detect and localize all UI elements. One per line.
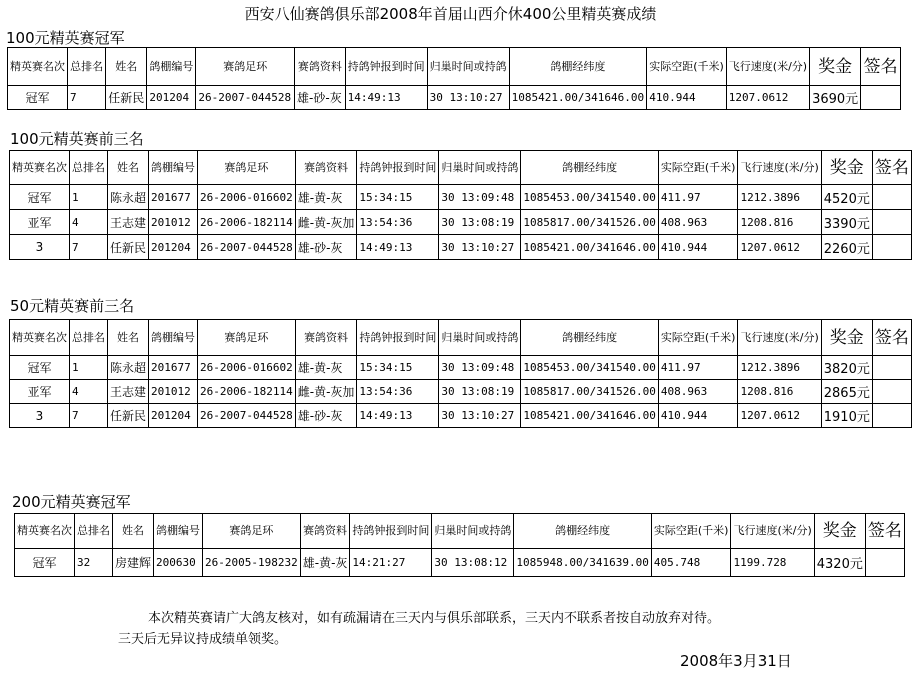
results-table [14, 513, 905, 577]
cell-ring: 26-2006-182114 [198, 380, 296, 404]
results-table [7, 47, 901, 110]
header-arrival: 归巢时间或持鸽 [432, 514, 514, 549]
cell-name: 王志建 [108, 210, 149, 235]
header-clock: 持鸽钟报到时间 [357, 151, 439, 185]
header-speed: 飞行速度(米/分) [738, 320, 821, 356]
table-row [10, 210, 912, 235]
cell-speed: 1208.816 [738, 380, 821, 404]
cell-distance: 410.944 [658, 404, 738, 428]
header-info: 赛鸽资料 [295, 48, 346, 86]
header-rank: 精英赛名次 [10, 151, 70, 185]
cell-overall: 7 [70, 235, 108, 260]
header-name: 姓名 [106, 48, 147, 86]
header-rank: 精英赛名次 [15, 514, 75, 549]
cell-speed: 1199.728 [731, 549, 814, 577]
header-arrival: 归巢时间或持鸽 [439, 320, 521, 356]
notice-line-2: 三天后无异议持成绩单领奖。 [118, 632, 288, 647]
section-title: 100元精英赛冠军 [6, 29, 125, 47]
header-prize: 奖金 [810, 48, 861, 86]
cell-coords: 1085453.00/341540.00 [521, 185, 658, 210]
cell-coords: 1085421.00/341646.00 [521, 404, 658, 428]
cell-sign [865, 549, 904, 577]
table-row [10, 356, 912, 380]
cell-coords: 1085453.00/341540.00 [521, 356, 658, 380]
cell-prize: 4520元 [821, 185, 872, 210]
header-coords: 鸽棚经纬度 [514, 514, 651, 549]
header-distance: 实际空距(千米) [658, 151, 738, 185]
header-name: 姓名 [113, 514, 154, 549]
cell-rank: 冠军 [15, 549, 75, 577]
notice-line-1: 本次精英赛请广大鸽友核对，如有疏漏请在三天内与俱乐部联系，三天内不联系者按自动放弃对待。 [148, 611, 721, 626]
cell-prize: 3390元 [821, 210, 872, 235]
cell-sign [861, 86, 901, 110]
header-speed: 飞行速度(米/分) [738, 151, 821, 185]
cell-name: 任新民 [106, 86, 147, 110]
cell-sign [872, 185, 911, 210]
cell-prize: 1910元 [821, 404, 872, 428]
table-row [8, 86, 901, 110]
header-overall: 总排名 [70, 320, 108, 356]
cell-clock: 15:34:15 [357, 185, 439, 210]
header-sign: 签名 [861, 48, 901, 86]
header-info: 赛鸽资料 [295, 320, 357, 356]
cell-ring: 26-2007-044528 [198, 235, 296, 260]
cell-rank: 3 [10, 235, 70, 260]
cell-name: 陈永超 [108, 356, 149, 380]
cell-name: 王志建 [108, 380, 149, 404]
cell-rank: 冠军 [10, 356, 70, 380]
cell-loft: 201012 [149, 380, 198, 404]
cell-rank: 冠军 [10, 185, 70, 210]
cell-rank: 亚军 [10, 380, 70, 404]
cell-distance: 411.97 [658, 356, 738, 380]
header-loft: 鸽棚编号 [154, 514, 203, 549]
header-overall: 总排名 [68, 48, 106, 86]
cell-info: 雄-砂-灰 [295, 235, 357, 260]
header-clock: 持鸽钟报到时间 [345, 48, 427, 86]
cell-distance: 408.963 [658, 210, 738, 235]
cell-sign [872, 235, 911, 260]
page-title: 西安八仙赛鸽俱乐部2008年首届山西介休400公里精英赛成绩 [244, 5, 657, 23]
header-clock: 持鸽钟报到时间 [350, 514, 432, 549]
cell-info: 雄-黄-灰 [295, 185, 357, 210]
header-sign: 签名 [865, 514, 904, 549]
cell-clock: 15:34:15 [357, 356, 439, 380]
cell-info: 雄-黄-灰 [300, 549, 350, 577]
header-ring: 赛鸽足环 [203, 514, 301, 549]
header-ring: 赛鸽足环 [198, 320, 296, 356]
cell-speed: 1207.0612 [726, 86, 809, 110]
cell-prize: 3690元 [810, 86, 861, 110]
cell-info: 雌-黄-灰加 [295, 380, 357, 404]
cell-arrival: 30 13:08:19 [439, 210, 521, 235]
cell-arrival: 30 13:10:27 [427, 86, 509, 110]
cell-name: 任新民 [108, 235, 149, 260]
cell-clock: 14:49:13 [345, 86, 427, 110]
results-table [9, 150, 912, 260]
header-loft: 鸽棚编号 [149, 151, 198, 185]
header-name: 姓名 [108, 320, 149, 356]
section-title: 50元精英赛前三名 [10, 297, 135, 315]
header-prize: 奖金 [821, 151, 872, 185]
cell-coords: 1085948.00/341639.00 [514, 549, 651, 577]
cell-sign [872, 404, 911, 428]
header-rank: 精英赛名次 [10, 320, 70, 356]
cell-prize: 2260元 [821, 235, 872, 260]
cell-info: 雄-砂-灰 [295, 404, 357, 428]
cell-arrival: 30 13:09:48 [439, 185, 521, 210]
header-speed: 飞行速度(米/分) [731, 514, 814, 549]
cell-overall: 4 [70, 210, 108, 235]
header-ring: 赛鸽足环 [196, 48, 295, 86]
header-coords: 鸽棚经纬度 [521, 151, 658, 185]
cell-coords: 1085421.00/341646.00 [509, 86, 647, 110]
header-sign: 签名 [872, 151, 911, 185]
header-loft: 鸽棚编号 [149, 320, 198, 356]
cell-info: 雌-黄-灰加 [295, 210, 357, 235]
table-row [15, 549, 905, 577]
section-title: 100元精英赛前三名 [10, 130, 144, 148]
cell-sign [872, 356, 911, 380]
cell-distance: 411.97 [658, 185, 738, 210]
cell-distance: 405.748 [651, 549, 731, 577]
header-overall: 总排名 [70, 151, 108, 185]
header-clock: 持鸽钟报到时间 [357, 320, 439, 356]
cell-overall: 7 [68, 86, 106, 110]
cell-coords: 1085817.00/341526.00 [521, 210, 658, 235]
cell-arrival: 30 13:08:12 [432, 549, 514, 577]
header-arrival: 归巢时间或持鸽 [427, 48, 509, 86]
cell-ring: 26-2007-044528 [196, 86, 295, 110]
cell-overall: 7 [70, 404, 108, 428]
cell-arrival: 30 13:08:19 [439, 380, 521, 404]
header-info: 赛鸽资料 [295, 151, 357, 185]
header-coords: 鸽棚经纬度 [509, 48, 647, 86]
cell-name: 房建辉 [113, 549, 154, 577]
cell-loft: 201204 [149, 235, 198, 260]
cell-ring: 26-2006-182114 [198, 210, 296, 235]
table-row [10, 404, 912, 428]
cell-ring: 26-2007-044528 [198, 404, 296, 428]
cell-distance: 408.963 [658, 380, 738, 404]
header-info: 赛鸽资料 [300, 514, 350, 549]
date-label: 2008年3月31日 [680, 652, 792, 670]
cell-speed: 1208.816 [738, 210, 821, 235]
cell-sign [872, 210, 911, 235]
cell-loft: 200630 [154, 549, 203, 577]
header-loft: 鸽棚编号 [147, 48, 196, 86]
cell-prize: 3820元 [821, 356, 872, 380]
cell-overall: 1 [70, 356, 108, 380]
cell-arrival: 30 13:09:48 [439, 356, 521, 380]
header-speed: 飞行速度(米/分) [726, 48, 809, 86]
results-table [9, 319, 912, 428]
header-sign: 签名 [872, 320, 911, 356]
cell-overall: 32 [75, 549, 113, 577]
table-row [10, 235, 912, 260]
cell-loft: 201204 [147, 86, 196, 110]
cell-clock: 13:54:36 [357, 380, 439, 404]
header-distance: 实际空距(千米) [658, 320, 738, 356]
cell-clock: 14:21:27 [350, 549, 432, 577]
header-arrival: 归巢时间或持鸽 [439, 151, 521, 185]
cell-clock: 14:49:13 [357, 404, 439, 428]
cell-coords: 1085421.00/341646.00 [521, 235, 658, 260]
header-prize: 奖金 [814, 514, 865, 549]
cell-ring: 26-2005-198232 [203, 549, 301, 577]
cell-prize: 4320元 [814, 549, 865, 577]
cell-arrival: 30 13:10:27 [439, 235, 521, 260]
header-row [10, 151, 912, 185]
cell-ring: 26-2006-016602 [198, 185, 296, 210]
header-name: 姓名 [108, 151, 149, 185]
header-ring: 赛鸽足环 [198, 151, 296, 185]
header-distance: 实际空距(千米) [647, 48, 727, 86]
cell-clock: 13:54:36 [357, 210, 439, 235]
cell-distance: 410.944 [658, 235, 738, 260]
cell-rank: 冠军 [8, 86, 68, 110]
cell-speed: 1207.0612 [738, 404, 821, 428]
cell-distance: 410.944 [647, 86, 727, 110]
cell-loft: 201677 [149, 185, 198, 210]
cell-loft: 201012 [149, 210, 198, 235]
cell-overall: 4 [70, 380, 108, 404]
cell-rank: 亚军 [10, 210, 70, 235]
header-rank: 精英赛名次 [8, 48, 68, 86]
cell-speed: 1212.3896 [738, 356, 821, 380]
cell-clock: 14:49:13 [357, 235, 439, 260]
cell-info: 雄-黄-灰 [295, 356, 357, 380]
cell-arrival: 30 13:10:27 [439, 404, 521, 428]
cell-info: 雄-砂-灰 [295, 86, 346, 110]
cell-name: 陈永超 [108, 185, 149, 210]
cell-rank: 3 [10, 404, 70, 428]
cell-prize: 2865元 [821, 380, 872, 404]
cell-coords: 1085817.00/341526.00 [521, 380, 658, 404]
header-prize: 奖金 [821, 320, 872, 356]
header-overall: 总排名 [75, 514, 113, 549]
header-row [8, 48, 901, 86]
header-coords: 鸽棚经纬度 [521, 320, 658, 356]
table-row [10, 185, 912, 210]
cell-speed: 1207.0612 [738, 235, 821, 260]
cell-ring: 26-2006-016602 [198, 356, 296, 380]
header-distance: 实际空距(千米) [651, 514, 731, 549]
cell-name: 任新民 [108, 404, 149, 428]
cell-overall: 1 [70, 185, 108, 210]
cell-sign [872, 380, 911, 404]
cell-loft: 201677 [149, 356, 198, 380]
header-row [10, 320, 912, 356]
header-row [15, 514, 905, 549]
section-title: 200元精英赛冠军 [12, 493, 131, 511]
cell-speed: 1212.3896 [738, 185, 821, 210]
cell-loft: 201204 [149, 404, 198, 428]
table-row [10, 380, 912, 404]
